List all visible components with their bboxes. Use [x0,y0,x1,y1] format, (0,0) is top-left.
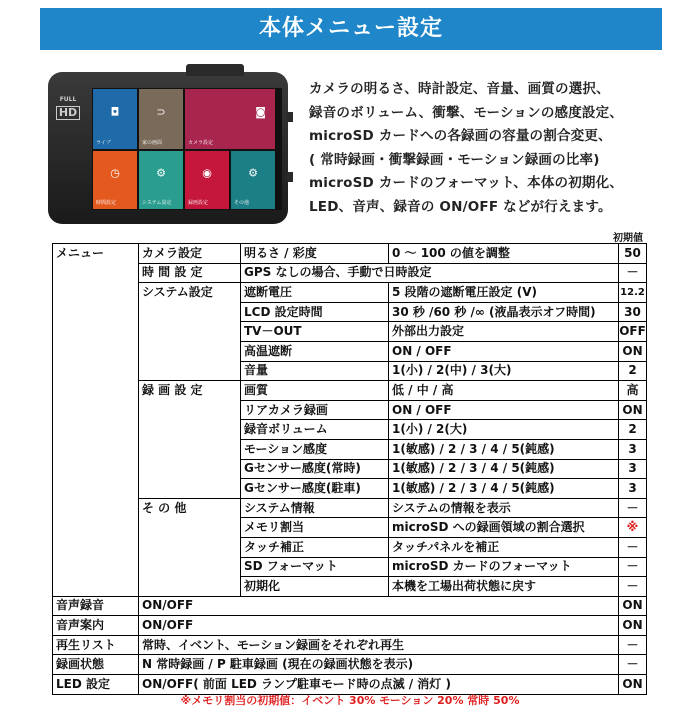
setting-name: GPS なしの場合、手動で日時設定 [241,263,619,283]
table-row [53,596,647,616]
table-row [53,361,647,381]
setting-name: 高温遮断 [241,341,389,361]
menu-cell [53,518,139,538]
tile-label: 家の画面 [142,140,163,146]
table-row [53,439,647,459]
setting-name: タッチ補正 [241,537,389,557]
tile-system-settings [139,151,183,209]
badge-full-text: FULL [59,96,77,103]
setting-name: 画質 [241,381,389,401]
setting-description: ON/OFF( 前面 LED ランプ駐車モード時の点滅 / 消灯 ) [139,675,619,695]
default-value: 12.2 [619,283,647,303]
category-cell [139,557,241,577]
default-value: － [619,635,647,655]
table-row [53,400,647,420]
camera-settings-icon: ◙ [255,105,266,119]
description-line: ( 常時録画・衝撃録画・モーション録画の比率) [309,151,600,168]
table-row [53,557,647,577]
table-row [53,244,647,264]
default-value: 2 [619,420,647,440]
category-cell [139,400,241,420]
setting-description: タッチパネルを補正 [389,537,619,557]
category-cell [139,341,241,361]
menu-cell: LED 設定 [53,675,139,695]
default-value: 3 [619,439,647,459]
table-row [53,498,647,518]
menu-cell [53,381,139,401]
default-value: ON [619,675,647,695]
category-cell: カメラ設定 [139,244,241,264]
tile-label: システム設定 [142,200,172,206]
default-value: － [619,498,647,518]
setting-name: Gセンサー感度(常時) [241,459,389,479]
side-button [287,172,293,182]
default-value: OFF [619,322,647,342]
category-cell: そ の 他 [139,498,241,518]
category-cell [139,322,241,342]
setting-description: 本機を工場出荷状態に戻す [389,577,619,597]
clock-icon: ◷ [110,166,120,180]
camera-icon: ◘ [110,105,120,119]
setting-description: 5 段階の遮断電圧設定 (V) [389,283,619,303]
category-cell [139,518,241,538]
tile-label: カメラ設定 [188,140,214,146]
menu-cell: 再生リスト [53,635,139,655]
default-value-header: 初期値 [613,233,643,244]
menu-cell [53,302,139,322]
category-cell: システム設定 [139,283,241,303]
setting-name: リアカメラ録画 [241,400,389,420]
table-row [53,420,647,440]
default-value: － [619,655,647,675]
category-cell [139,459,241,479]
default-value: ON [619,400,647,420]
default-value: 2 [619,361,647,381]
menu-cell [53,341,139,361]
setting-description: 1(敏感) / 2 / 3 / 4 / 5(鈍感) [389,479,619,499]
category-cell: 時 間 設 定 [139,263,241,283]
tile-home [139,89,183,149]
setting-description: 1(敏感) / 2 / 3 / 4 / 5(鈍感) [389,459,619,479]
table-row [53,655,647,675]
tile-time-settings [93,151,137,209]
table-row [53,322,647,342]
default-value: 3 [619,459,647,479]
setting-name: 明るさ / 彩度 [241,244,389,264]
menu-cell [53,537,139,557]
setting-description: 0 ～ 100 の値を調整 [389,244,619,264]
device-screen [92,88,282,210]
setting-description: 1(小) / 2(大) [389,420,619,440]
feature-description [309,78,669,220]
table-row [53,635,647,655]
description-line: microSD カードのフォーマット、本体の初期化、 [309,175,624,192]
menu-cell: メニュー [53,244,139,264]
table-row [53,302,647,322]
setting-description: N 常時録画 / P 駐車録画 (現在の録画状態を表示) [139,655,619,675]
footnote: ※メモリ割当の初期値：イベント 30% モーション 20% 常時 50% [180,694,520,707]
default-value: 3 [619,479,647,499]
category-cell: 録 画 設 定 [139,381,241,401]
setting-name: 録音ボリューム [241,420,389,440]
default-value: ON [619,616,647,636]
setting-name: メモリ割当 [241,518,389,538]
default-value: － [619,577,647,597]
setting-name: 音量 [241,361,389,381]
setting-description: microSD への録画領域の割合選択 [389,518,619,538]
menu-cell [53,283,139,303]
dashcam-image [48,72,288,224]
menu-cell [53,479,139,499]
menu-cell [53,439,139,459]
table-row [53,577,647,597]
setting-name: システム情報 [241,498,389,518]
device-mount [186,64,244,76]
setting-name: SD フォーマット [241,557,389,577]
default-value: ON [619,341,647,361]
description-line: カメラの明るさ、時計設定、音量、画質の選択、 [309,81,610,97]
return-icon: ⊃ [156,105,166,119]
description-line: LED、音声、録音の ON/OFF などが行えます。 [309,198,612,215]
menu-cell: 録画状態 [53,655,139,675]
table-row [53,537,647,557]
setting-description: 常時、イベント、モーション録画をそれぞれ再生 [139,635,619,655]
default-value: 高 [619,381,647,401]
tile-other [231,151,275,209]
description-line: microSD カードへの各録画の容量の割合変更、 [309,128,612,145]
menu-cell [53,557,139,577]
menu-cell [53,400,139,420]
table-row [53,616,647,636]
setting-description: 外部出力設定 [389,322,619,342]
menu-settings-table [52,243,647,695]
default-value: － [619,557,647,577]
setting-description: ON / OFF [389,400,619,420]
tile-record-settings [185,151,229,209]
setting-name: LCD 設定時間 [241,302,389,322]
category-cell [139,361,241,381]
menu-cell [53,322,139,342]
setting-description: 30 秒 /60 秒 /∞ (液晶表示オフ時間) [389,302,619,322]
setting-description: ON/OFF [139,616,619,636]
table-row [53,459,647,479]
tile-label: その他 [234,200,250,206]
category-cell [139,420,241,440]
menu-cell: 音声案内 [53,616,139,636]
table-row [53,263,647,283]
page-title: 本体メニュー設定 [40,8,662,50]
table-row [53,479,647,499]
setting-name: モーション感度 [241,439,389,459]
table-row [53,381,647,401]
table-row [53,283,647,303]
side-button [287,112,293,122]
tile-label: ライブ [96,140,111,146]
menu-cell [53,263,139,283]
default-value: ON [619,596,647,616]
category-cell [139,537,241,557]
menu-cell [53,498,139,518]
setting-description: 低 / 中 / 高 [389,381,619,401]
menu-cell [53,420,139,440]
menu-cell [53,577,139,597]
setting-description: microSD カードのフォーマット [389,557,619,577]
tile-camera-settings [185,89,275,149]
category-cell [139,479,241,499]
setting-name: 遮断電圧 [241,283,389,303]
category-cell [139,439,241,459]
category-cell [139,577,241,597]
gear-icon: ⚙ [156,166,166,180]
setting-description: システムの情報を表示 [389,498,619,518]
tile-label: 時間設定 [96,200,117,206]
default-value: 30 [619,302,647,322]
default-value: － [619,537,647,557]
full-hd-badge [56,96,80,130]
setting-description: 1(小) / 2(中) / 3(大) [389,361,619,381]
tile-live [93,89,137,149]
category-cell [139,302,241,322]
setting-description: 1(敏感) / 2 / 3 / 4 / 5(鈍感) [389,439,619,459]
setting-name: 初期化 [241,577,389,597]
other-icon: ⚙ [248,166,258,180]
default-value: ※ [619,518,647,538]
menu-cell: 音声録音 [53,596,139,616]
setting-description: ON / OFF [389,341,619,361]
menu-cell [53,361,139,381]
table-row [53,341,647,361]
badge-hd-text: HD [56,106,80,120]
setting-name: Gセンサー感度(駐車) [241,479,389,499]
description-line: 録音のボリューム、衝撃、モーションの感度設定、 [309,104,624,121]
default-value: 50 [619,244,647,264]
table-row [53,518,647,538]
tile-label: 録画設定 [188,200,209,206]
record-icon: ◉ [202,166,212,180]
default-value: － [619,263,647,283]
setting-name: TV－OUT [241,322,389,342]
setting-description: ON/OFF [139,596,619,616]
menu-cell [53,459,139,479]
